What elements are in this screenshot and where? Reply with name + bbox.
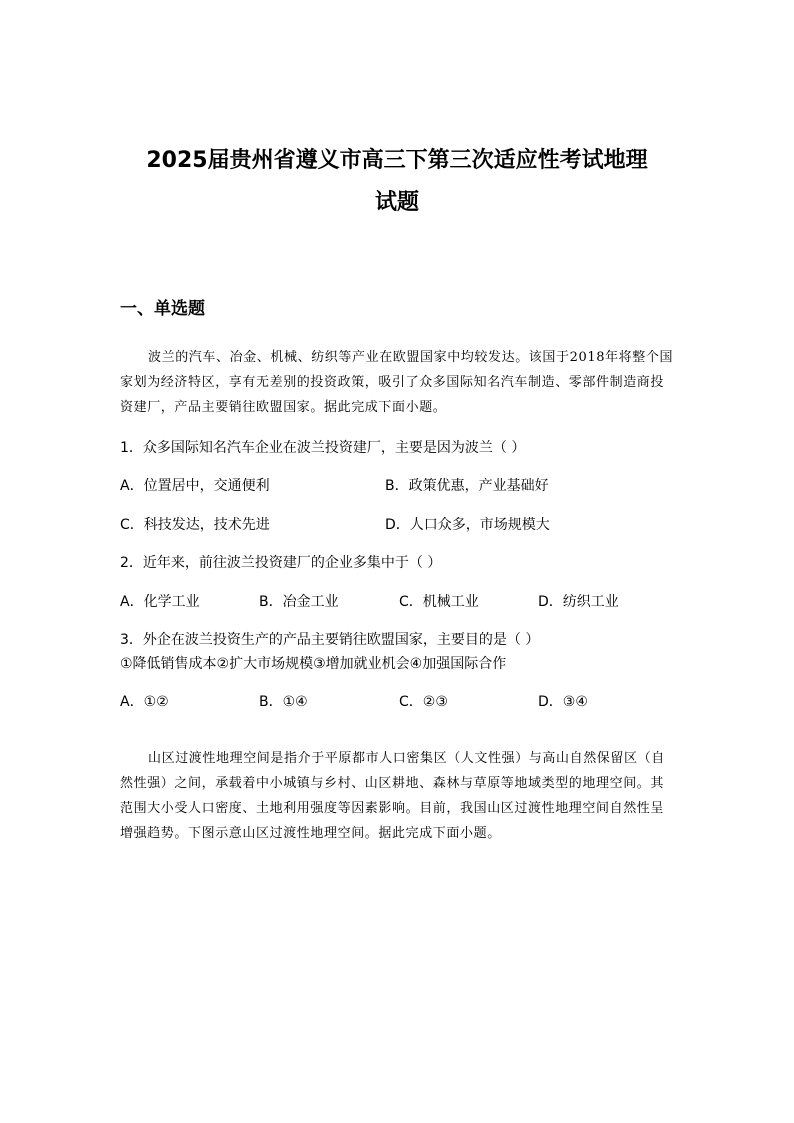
question-2-stem: 2．近年来，前往波兰投资建厂的企业多集中于（ ） bbox=[120, 555, 442, 571]
question-2-option-b: B．冶金工业 bbox=[259, 594, 339, 610]
question-3-option-c: C．②③ bbox=[399, 694, 448, 710]
question-1-option-a: A．位置居中，交通便利 bbox=[120, 478, 270, 494]
question-3-stem: 3．外企在波兰投资生产的产品主要销往欧盟国家，主要目的是（ ） bbox=[120, 632, 540, 648]
document-title: 2025届贵州省遵义市高三下第三次适应性考试地理 bbox=[146, 148, 648, 173]
question-1-stem: 1．众多国际知名汽车企业在波兰投资建厂，主要是因为波兰（ ） bbox=[120, 440, 526, 456]
question-3-option-b: B．①④ bbox=[259, 694, 308, 710]
question-1-option-b: B．政策优惠，产业基础好 bbox=[385, 478, 549, 494]
passage-mountain-space: 山区过渡性地理空间是指介于平原都市人口密集区（人文性强）与高山自然保留区（自然性强）之间，承载着中小城镇与乡村、山区耕地、森林与草原等地域类型的地理空间。其范围大小受人口密度、土地利用强度等因素影响。目前，我国山区过渡性地理空间自然性呈增强趋势。下图示意山区过渡性地理空间。据此完成下面小题。 bbox=[120, 751, 665, 841]
document-title-continued: 试题 bbox=[374, 190, 419, 215]
question-2-option-a: A．化学工业 bbox=[120, 594, 200, 610]
question-1-option-d: D．人口众多，市场规模大 bbox=[385, 517, 550, 533]
question-1-option-c: C．科技发达，技术先进 bbox=[120, 517, 270, 533]
passage-poland: 波兰的汽车、冶金、机械、纺织等产业在欧盟国家中均较发达。该国于2018年将整个国家划为经济特区，享有无差别的投资政策，吸引了众多国际知名汽车制造、零部件制造商投资建厂，产品主要销往欧盟国家。据此完成下面小题。 bbox=[120, 350, 674, 415]
question-3-option-a: A．①② bbox=[120, 694, 169, 710]
section-heading: 一、单选题 bbox=[120, 299, 205, 319]
question-2-option-d: D．纺织工业 bbox=[538, 594, 619, 610]
question-2-option-c: C．机械工业 bbox=[399, 594, 479, 610]
question-3-option-d: D．③④ bbox=[538, 694, 588, 710]
question-3-items: ①降低销售成本②扩大市场规模③增加就业机会④加强国际合作 bbox=[120, 656, 507, 672]
